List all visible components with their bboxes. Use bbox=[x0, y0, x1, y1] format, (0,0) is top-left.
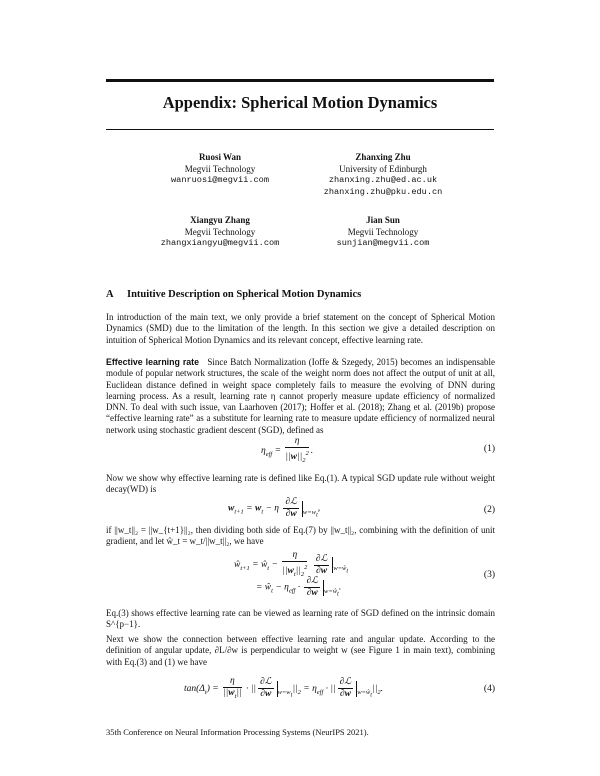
paragraph-sgd: Now we show why effective learning rate is defined like Eq.(1). A typical SGD update rule without weight decay(WD) is bbox=[106, 473, 495, 495]
section-title: Intuitive Description on Spherical Motion Dynamics bbox=[127, 289, 362, 300]
author-affiliation: University of Edinburgh bbox=[339, 163, 427, 174]
intro-paragraph: In introduction of the main text, we only provide a brief statement on the concept of Spherical Motion Dynamics (SMD) due to the limitation of the length. In this section we give a detailed description on intuition of Spherical Motion Dynamics and its relevant concept, effective learning rate. bbox=[106, 312, 495, 345]
author-email: sunjian@megvii.com bbox=[336, 238, 430, 248]
equation-2: $w_{t+1} = w_t - \eta$ $\frac{\text{∂ℒ}}{\partial w}$ $_{w=w_t}$, (2) bbox=[228, 497, 495, 519]
elr-lead-heading: Effective learning rate bbox=[106, 357, 200, 367]
author-name: Xiangyu Zhang bbox=[190, 215, 250, 225]
paper-title: Appendix: Spherical Motion Dynamics bbox=[162, 93, 438, 112]
paragraph-intrinsic: Eq.(3) shows effective learning rate can be viewed as learning rate of SGD defined on the intrinsic domain S^{p−1}. bbox=[106, 608, 495, 630]
paragraph-normalize: if ||w_t||₂ = ||w_{t+1}||₂, then dividing both side of Eq.(7) by ||w_t||₂, combining with the definition of unit gradient, and let ŵ_t = w_t/||w_t||₂, we have bbox=[106, 525, 495, 547]
author-email: zhanxing.zhu@pku.edu.cn bbox=[323, 186, 443, 197]
author-block-4 bbox=[283, 215, 483, 250]
author-block-2 bbox=[283, 152, 483, 198]
equation-4: $\tan(\Delta_t)$ = $\frac{\eta}{||w_t||}$ · || $\frac{\text{∂ℒ}}{\partial w}$ $_{w=w_t}||_2 = \eta_{eff}$ · || $\frac{\text{∂ℒ}}{\partial w}$ $_{w=ŵ_t}||_2$. (4) bbox=[184, 676, 495, 700]
title-bottom-rule bbox=[106, 129, 494, 130]
section-heading bbox=[106, 289, 361, 300]
author-email: zhanxing.zhu@ed.ac.uk bbox=[328, 175, 438, 185]
paragraph-angular: Next we show the connection between effective learning rate and angular update. According to the definition of angular update, ∂L/∂w is perpendicular to weight w (see Figure 1 in main text), combining with Eq.(3) and (1) we have bbox=[106, 634, 495, 667]
author-email: zhangxiangyu@megvii.com bbox=[160, 238, 280, 248]
equation-1-tag: (1) bbox=[483, 444, 495, 454]
author-affiliation: Megvii Technology bbox=[347, 226, 419, 237]
author-affiliation: Megvii Technology bbox=[184, 226, 256, 237]
section-number: A bbox=[106, 289, 114, 300]
equation-3: $ŵ_{t+1}$ = $ŵ_t$ − $\frac{\eta}{||w_t||_2^2}$ $\frac{\text{∂ℒ}}{\partial w}$ $_{w=ŵ_t}$ = $ŵ_t - \eta_{eff}$ · $\frac{\text{∂ℒ}}{\partial w}$ $_{w=ŵ_t}$. (3) bbox=[234, 550, 495, 598]
equation-2-tag: (2) bbox=[483, 505, 495, 515]
author-email: wanruosi@megvii.com bbox=[171, 175, 269, 185]
conference-footer: 35th Conference on Neural Information Processing Systems (NeurIPS 2021). bbox=[106, 727, 369, 737]
equation-4-tag: (4) bbox=[483, 684, 495, 694]
author-name: Zhanxing Zhu bbox=[355, 152, 411, 162]
elr-body: Since Batch Normalization (Ioffe & Szegedy, 2015) becomes an indispensable module of popular network structures, the scale of the weight norm does not affect the output of unit at all, Euclidean distance defined in weight space completely fails to measure the evolving of DNN during learning process. As a result, learning rate η cannot properly measure update efficiency of normalized DNN. To deal with such issue, van Laarhoven (2017); Hoffer et al. (2018); Zhang et al. (2019b) propose “effective learning rate” as a substitute for learning rate to measure update efficiency of normalized neural network using stochastic gradient descent (SGD), defined as bbox=[106, 357, 495, 435]
author-affiliation: Megvii Technology bbox=[184, 163, 256, 174]
title-top-rule bbox=[106, 79, 494, 82]
elr-paragraph bbox=[106, 357, 495, 436]
author-name: Jian Sun bbox=[366, 215, 400, 225]
equation-3-tag: (3) bbox=[483, 570, 495, 580]
equation-1: $\eta_{eff}$ = $\frac{\eta}{||w||_2^2}$ . (1) bbox=[261, 436, 495, 465]
author-name: Ruosi Wan bbox=[198, 152, 242, 162]
